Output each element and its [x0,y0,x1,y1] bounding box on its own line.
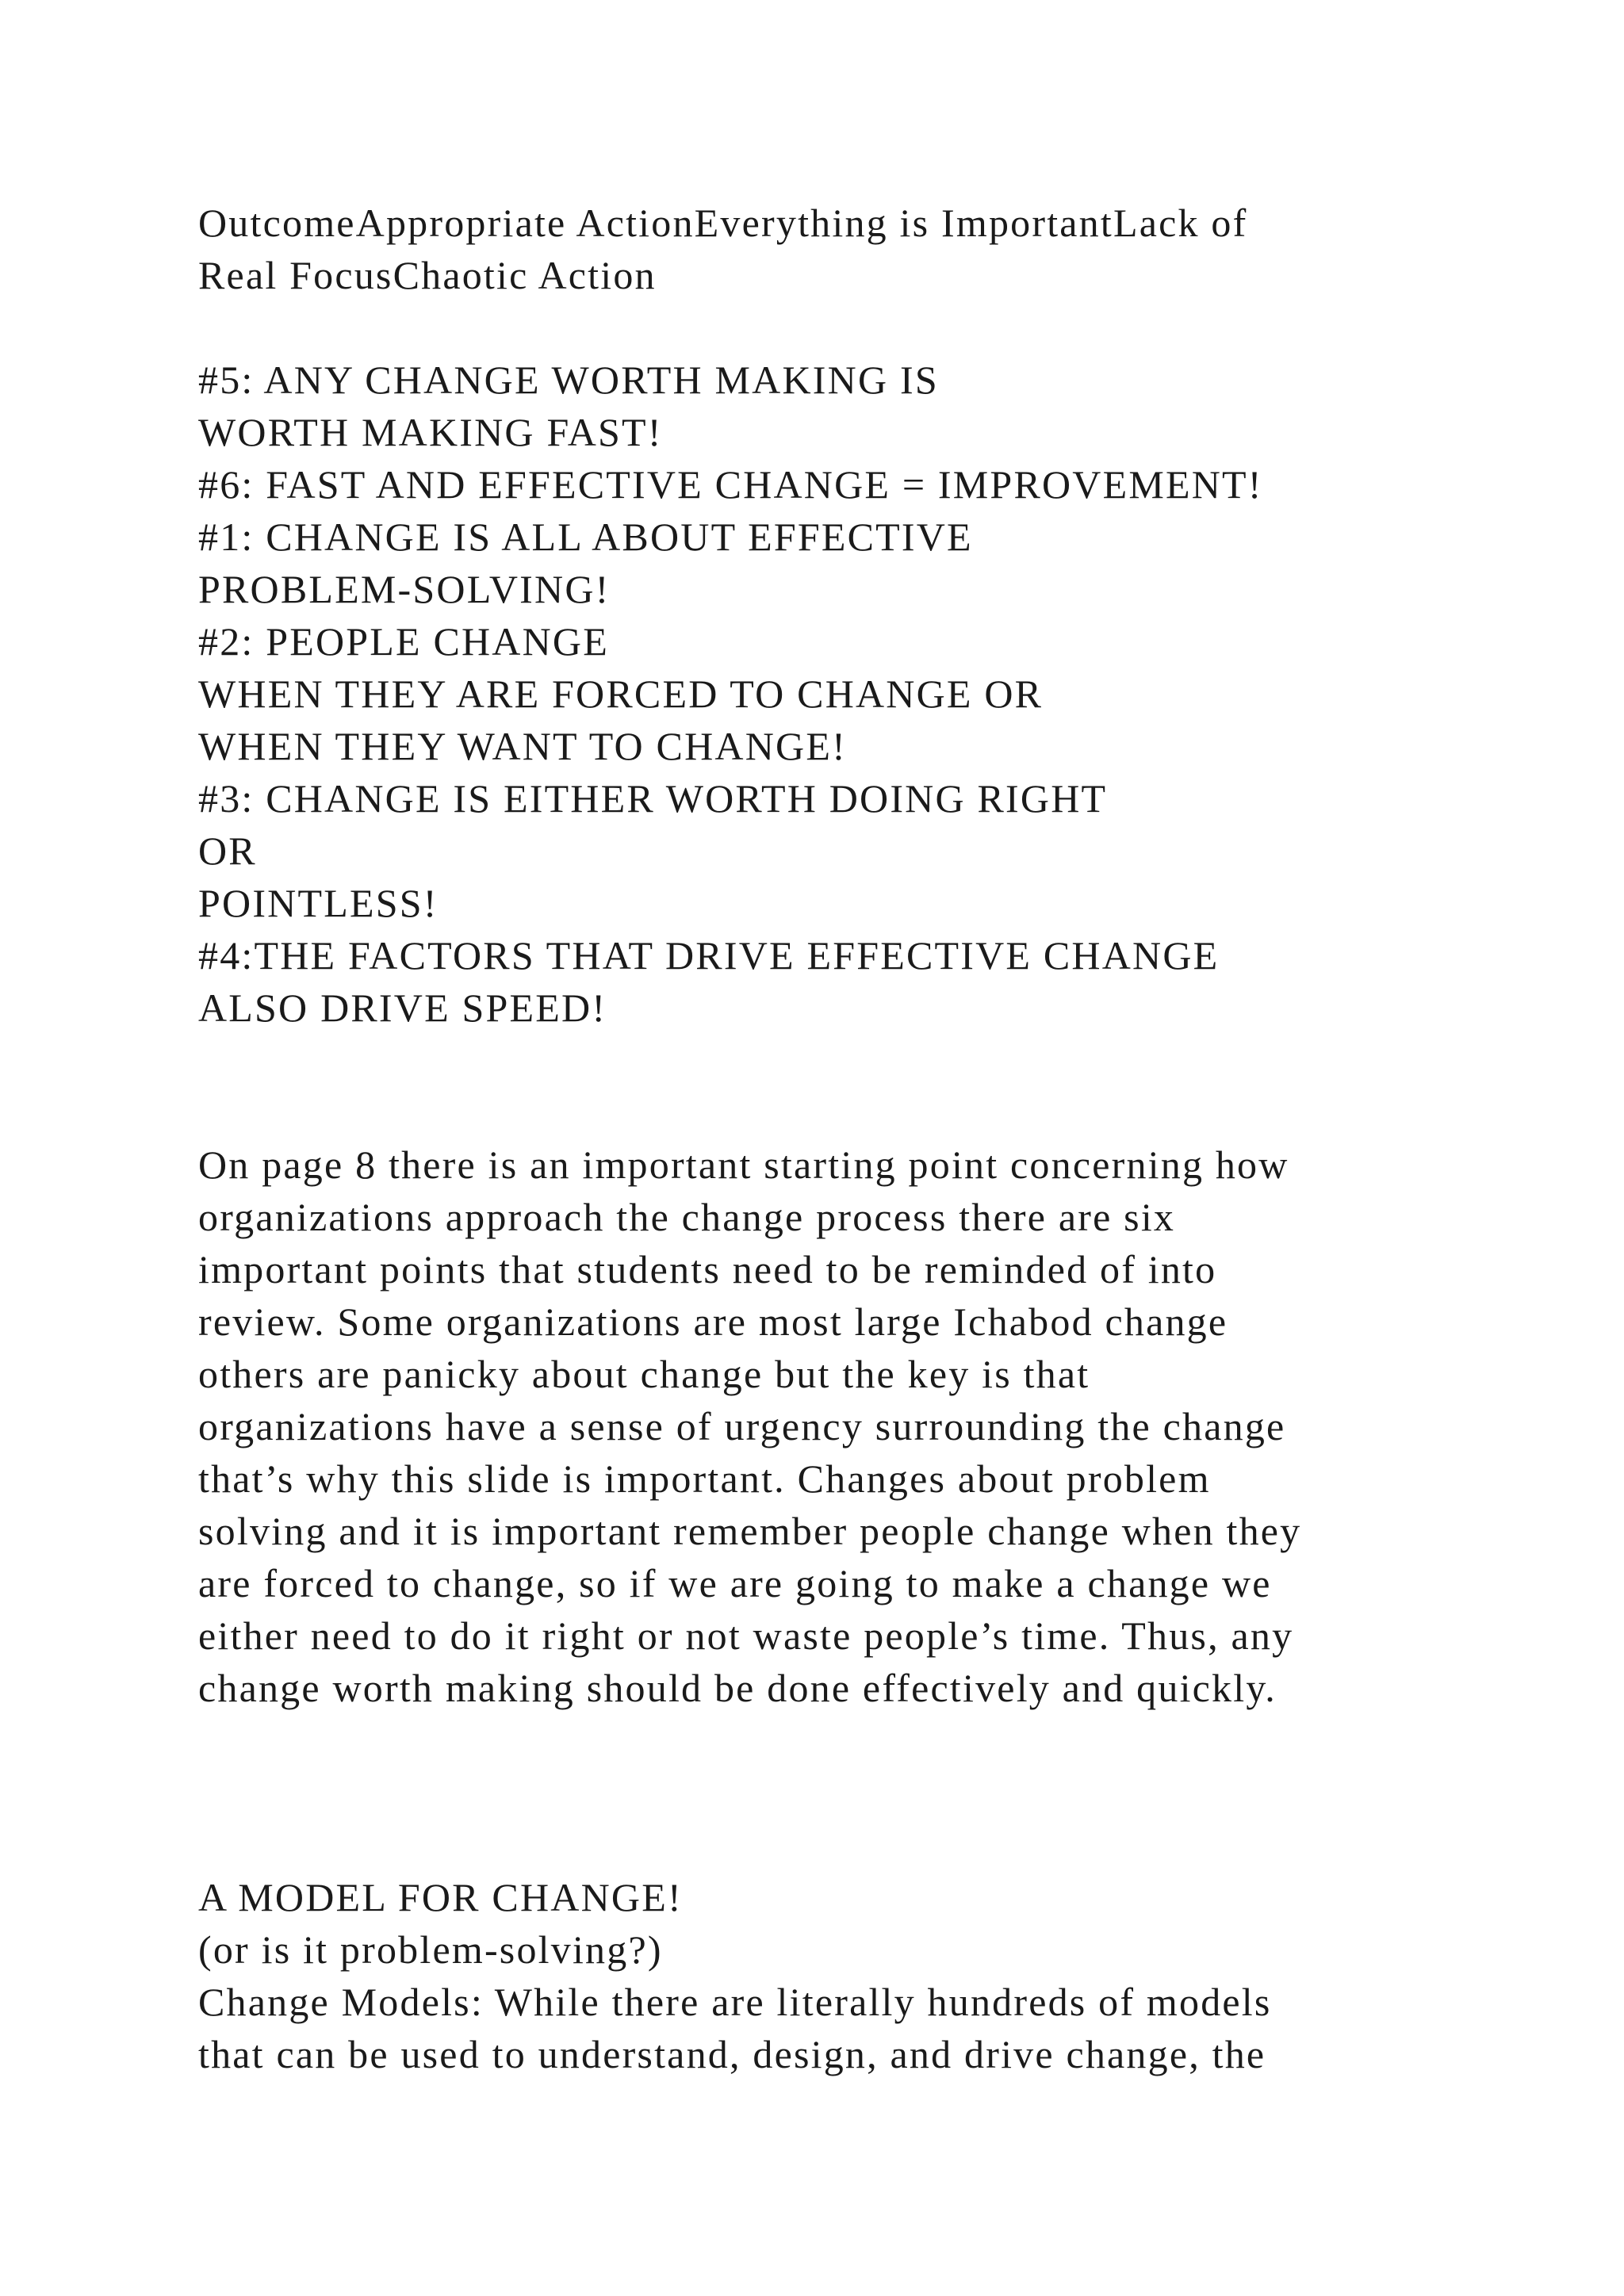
notes-line: review. Some organizations are most large Ichabod change [198,1299,1228,1344]
notes-line: organizations have a sense of urgency surrounding the change [198,1404,1286,1448]
model-text-line: that can be used to understand, design, and drive change, the [198,2032,1266,2076]
principle-line: #3: CHANGE IS EITHER WORTH DOING RIGHT [198,776,1108,821]
principle-line: OR [198,828,257,873]
notes-paragraph [198,1138,1499,1714]
notes-line: On page 8 there is an important starting point concerning how [198,1142,1289,1187]
notes-line: change worth making should be done effectively and quickly. [198,1666,1277,1710]
intro-line: Real FocusChaotic Action [198,253,657,297]
model-heading: A MODEL FOR CHANGE! [198,1875,683,1919]
notes-line: important points that students need to be reminded of into [198,1247,1217,1292]
principle-line: #5: ANY CHANGE WORTH MAKING IS [198,358,939,402]
principle-line: #2: PEOPLE CHANGE [198,619,609,664]
notes-line: are forced to change, so if we are going to make a change we [198,1561,1272,1605]
principle-line: POINTLESS! [198,881,439,925]
intro-text-block [198,197,1499,301]
principle-line: #6: FAST AND EFFECTIVE CHANGE = IMPROVEMENT! [198,462,1263,507]
principle-line: #1: CHANGE IS ALL ABOUT EFFECTIVE [198,515,973,559]
notes-line: organizations approach the change process there are six [198,1195,1176,1239]
change-principles-block [198,354,1499,1034]
principle-line: PROBLEM-SOLVING! [198,567,611,611]
notes-line: either need to do it right or not waste people’s time. Thus, any [198,1613,1294,1658]
notes-line: solving and it is important remember people change when they [198,1509,1302,1553]
principle-line: #4:THE FACTORS THAT DRIVE EFFECTIVE CHANGE [198,933,1220,978]
principle-line: WHEN THEY ARE FORCED TO CHANGE OR [198,672,1044,716]
intro-line: OutcomeAppropriate ActionEverything is ImportantLack of [198,201,1248,245]
notes-line: that’s why this slide is important. Changes about problem [198,1456,1211,1501]
principle-line: WHEN THEY WANT TO CHANGE! [198,724,847,768]
principle-line: WORTH MAKING FAST! [198,410,663,454]
model-subheading: (or is it problem-solving?) [198,1927,663,1972]
principle-line: ALSO DRIVE SPEED! [198,985,607,1030]
model-section [198,1871,1499,2080]
model-text-line: Change Models: While there are literally hundreds of models [198,1980,1272,2024]
document-page [198,197,1499,2080]
notes-line: others are panicky about change but the key is that [198,1352,1090,1396]
